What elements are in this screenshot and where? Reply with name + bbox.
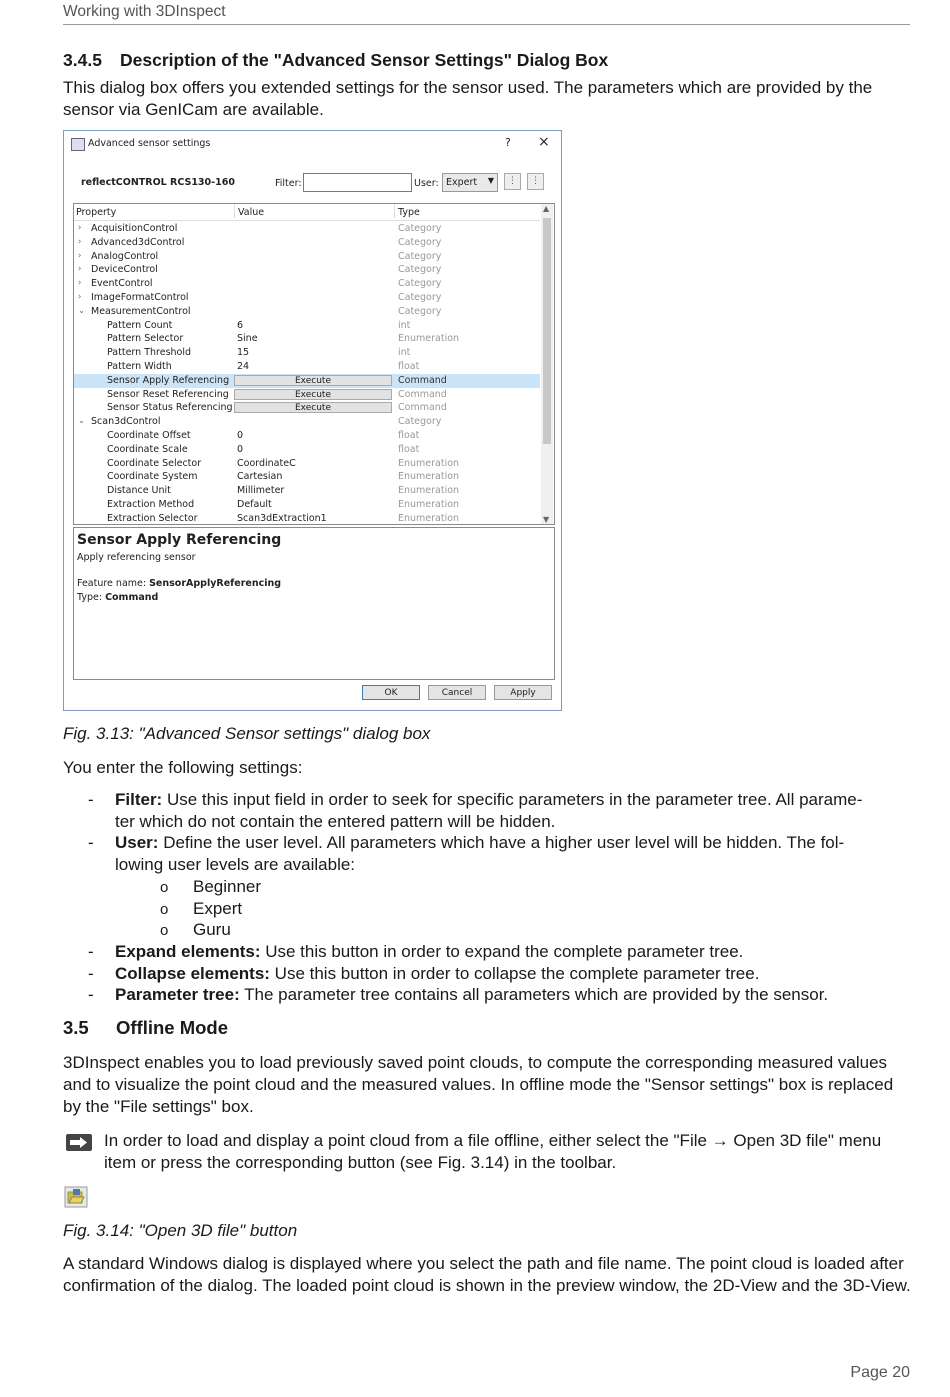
section-title: Description of the "Advanced Sensor Settings" Dialog Box xyxy=(120,50,609,70)
list-item: - Filter: Use this input field in order to seek for specific parameters in the parameter tree. All parame- ter which do not contain the entered pattern will be hidden. xyxy=(88,790,863,831)
parameter-row[interactable] xyxy=(74,401,540,415)
parameter-row[interactable] xyxy=(74,236,540,250)
parameter-row[interactable] xyxy=(74,374,540,388)
parameter-row[interactable] xyxy=(74,360,540,374)
parameter-name: Sensor Apply Referencing xyxy=(107,374,230,386)
parameter-row[interactable] xyxy=(74,277,540,291)
parameter-type: Enumeration xyxy=(398,471,460,483)
parameter-name: Pattern Selector xyxy=(107,333,184,345)
execute-button[interactable]: Execute xyxy=(234,375,392,386)
parameter-name: EventControl xyxy=(91,278,153,290)
parameter-type: Command xyxy=(398,374,447,386)
parameter-name: Pattern Count xyxy=(107,319,173,331)
parameter-row[interactable] xyxy=(74,443,540,457)
parameter-name: AnalogControl xyxy=(91,250,159,262)
parameter-value: 15 xyxy=(237,347,250,359)
list-text: ter which do not contain the entered pattern will be hidden. xyxy=(115,811,556,831)
parameter-type: Category xyxy=(398,291,442,303)
list-term: User: xyxy=(115,833,159,853)
settings-list xyxy=(88,789,918,1006)
scrollbar-thumb[interactable] xyxy=(543,218,551,444)
type-label: Type: xyxy=(77,592,103,603)
chevron-right-icon[interactable]: › xyxy=(78,250,82,261)
parameter-name: Coordinate Selector xyxy=(107,457,202,469)
dialog-app-icon xyxy=(71,138,85,151)
parameter-type: Enumeration xyxy=(398,498,460,510)
parameter-name: DeviceControl xyxy=(91,264,158,276)
filter-label: Filter: xyxy=(275,178,302,189)
parameter-name: Pattern Threshold xyxy=(107,347,192,359)
parameter-name: Extraction Selector xyxy=(107,512,198,524)
figure-caption-3-13 xyxy=(63,724,430,744)
description-title: Sensor Apply Referencing xyxy=(77,532,282,548)
close-icon[interactable]: × xyxy=(538,134,550,150)
advanced-sensor-settings-dialog xyxy=(63,130,562,711)
parameter-row[interactable] xyxy=(74,305,540,319)
section-number: 3.5 xyxy=(63,1017,89,1038)
parameter-name: Extraction Method xyxy=(107,498,195,510)
parameter-tree[interactable] xyxy=(73,203,555,525)
figure-label: Fig. 3.13: xyxy=(63,724,134,743)
parameter-type: float xyxy=(398,429,420,441)
feature-label: Feature name: xyxy=(77,578,147,589)
parameter-value: 24 xyxy=(237,360,250,372)
user-level-select[interactable] xyxy=(442,173,498,192)
parameter-row[interactable] xyxy=(74,415,540,429)
page-number: Page 20 xyxy=(850,1364,910,1381)
execute-button[interactable]: Execute xyxy=(234,389,392,400)
sub-list-item: o Beginner xyxy=(160,876,262,896)
figure-label: Fig. 3.14: xyxy=(63,1221,134,1240)
parameter-rows xyxy=(74,222,540,525)
parameter-name: Distance Unit xyxy=(107,485,171,497)
chevron-right-icon[interactable]: › xyxy=(78,264,82,275)
list-text: lowing user levels are available: xyxy=(115,855,356,875)
parameter-name: Advanced3dControl xyxy=(91,236,185,248)
parameter-name: Coordinate Offset xyxy=(107,429,191,441)
parameter-value: 6 xyxy=(237,319,244,331)
parameter-type: Category xyxy=(398,250,442,262)
chevron-right-icon[interactable]: › xyxy=(78,223,82,233)
parameter-value: CoordinateC xyxy=(237,457,296,469)
parameter-row[interactable] xyxy=(74,291,540,305)
chevron-down-icon: ▼ xyxy=(487,176,494,185)
chevron-down-icon[interactable]: ⌄ xyxy=(78,305,86,316)
parameter-row[interactable] xyxy=(74,263,540,277)
parameter-description-panel xyxy=(73,527,555,680)
parameter-name: Coordinate System xyxy=(107,471,198,483)
list-text: Use this input field in order to seek for specific parameters in the parameter tree. All parame- xyxy=(162,790,863,809)
section-title: Offline Mode xyxy=(116,1017,229,1038)
list-text: Use this button in order to expand the complete parameter tree. xyxy=(260,941,744,961)
vertical-scrollbar[interactable] xyxy=(541,204,553,524)
user-level: Guru xyxy=(193,920,231,940)
parameter-name: Sensor Status Referencing xyxy=(107,402,233,414)
apply-button[interactable]: Apply xyxy=(494,685,552,700)
parameter-name: ImageFormatControl xyxy=(91,291,189,303)
parameter-type: int xyxy=(398,319,411,331)
parameter-row[interactable] xyxy=(74,319,540,333)
parameter-type: Enumeration xyxy=(398,457,460,469)
parameter-row[interactable] xyxy=(74,457,540,471)
parameter-type: Enumeration xyxy=(398,333,460,345)
chevron-down-icon[interactable]: ⌄ xyxy=(78,416,86,427)
list-text: Use this button in order to collapse the complete parameter tree. xyxy=(269,963,760,983)
sub-list-item: o Guru xyxy=(160,920,231,940)
parameter-value: 0 xyxy=(237,429,244,441)
parameter-type: Command xyxy=(398,402,447,414)
section-heading-3-5 xyxy=(63,1017,228,1039)
list-term: Parameter tree: xyxy=(115,985,240,1005)
parameter-value: Sine xyxy=(237,333,258,345)
list-term: Collapse elements: xyxy=(115,963,270,983)
column-header-value[interactable]: Value xyxy=(234,204,264,218)
figure-caption-3-14 xyxy=(63,1221,297,1241)
parameter-type: Enumeration xyxy=(398,485,460,497)
ok-button[interactable]: OK xyxy=(362,685,420,700)
section-intro: This dialog box offers you extended settings for the sensor used. The parameters which are provided by the sensor via GenICam are available. xyxy=(63,78,873,119)
section-heading-3-4-5 xyxy=(63,50,608,71)
list-term: Filter: xyxy=(115,790,163,809)
windows-dialog-paragraph: A standard Windows dialog is displayed where you select the path and file name. The point cloud is loaded after confirmation of the dialog. The loaded point cloud is shown in the preview window, the 2D-View and the 3D-View. xyxy=(63,1254,911,1295)
dialog-title: Advanced sensor settings xyxy=(88,138,211,149)
description-feature xyxy=(77,578,281,589)
parameter-row[interactable] xyxy=(74,484,540,498)
parameter-row[interactable] xyxy=(74,346,540,360)
parameter-row[interactable] xyxy=(74,332,540,346)
description-type xyxy=(77,592,158,603)
parameter-value: Default xyxy=(237,498,272,510)
list-item: - User: Define the user level. All parameters which have a higher user level will be hidden. The fol- lowing user levels are available: xyxy=(88,833,845,875)
chevron-right-icon[interactable]: › xyxy=(78,291,82,302)
parameter-value: Millimeter xyxy=(237,485,285,497)
parameter-value: Scan3dExtraction1 xyxy=(237,512,327,524)
dialog-titlebar xyxy=(64,131,561,158)
type-value: Command xyxy=(105,592,159,603)
column-header-property[interactable]: Property xyxy=(76,207,117,218)
parameter-tree-header xyxy=(74,204,540,221)
parameter-type: Category xyxy=(398,278,442,290)
parameter-name: Scan3dControl xyxy=(91,416,161,428)
chevron-right-icon[interactable]: › xyxy=(78,278,82,289)
open-3d-file-icon xyxy=(64,1186,88,1208)
parameter-type: float xyxy=(398,360,420,372)
list-text: The parameter tree contains all parameters which are provided by the sensor. xyxy=(239,985,829,1005)
parameter-row[interactable] xyxy=(74,250,540,264)
parameter-row[interactable] xyxy=(74,222,540,236)
offline-intro: 3DInspect enables you to load previously saved point clouds, to compute the corresponding measured values and to visualize the point cloud and the measured values. In offline mode the "Sensor settings" box is replaced by the "File settings" box. xyxy=(63,1053,894,1116)
parameter-type: Enumeration xyxy=(398,512,460,524)
user-label: User: xyxy=(414,178,439,189)
section-number: 3.4.5 xyxy=(63,50,102,70)
parameter-row[interactable] xyxy=(74,498,540,512)
feature-value: SensorApplyReferencing xyxy=(149,578,282,589)
running-header: Working with 3DInspect xyxy=(63,3,226,20)
list-text: Define the user level. All parameters which have a higher user level will be hidden. The fol- xyxy=(158,833,845,853)
instruction-note: In order to load and display a point cloud from a file offline, either select the "File → Open 3D file" menu item or press the corresponding button (see Fig. 3.14) in the toolbar. xyxy=(104,1131,882,1172)
list-term: Expand elements: xyxy=(115,941,261,961)
parameter-value: Cartesian xyxy=(237,471,283,483)
parameter-row[interactable] xyxy=(74,429,540,443)
parameter-type: Category xyxy=(398,305,442,317)
parameter-type: Category xyxy=(398,236,442,248)
description-subtitle: Apply referencing sensor xyxy=(77,552,196,563)
parameter-value: 0 xyxy=(237,443,244,455)
user-level-value: Expert xyxy=(446,177,478,188)
execute-button[interactable]: Execute xyxy=(234,402,392,413)
header-rule xyxy=(63,24,910,25)
parameter-name: MeasurementControl xyxy=(91,305,191,317)
parameter-row[interactable] xyxy=(74,388,540,402)
figure-text: "Open 3D file" button xyxy=(138,1221,298,1240)
collapse-elements-button[interactable]: ⋮ xyxy=(527,173,544,190)
list-item: - Collapse elements: Use this button in order to collapse the complete parameter tree. xyxy=(88,963,760,983)
parameter-type: Command xyxy=(398,388,447,400)
arrow-right-icon xyxy=(66,1134,92,1151)
scroll-down-icon[interactable]: ▼ xyxy=(543,515,550,524)
chevron-right-icon[interactable]: › xyxy=(78,236,82,247)
figure-text: "Advanced Sensor settings" dialog box xyxy=(138,724,431,743)
parameter-name: Sensor Reset Referencing xyxy=(107,388,229,400)
sub-list-item: o Expert xyxy=(160,898,243,918)
expand-elements-button[interactable]: ⋮ xyxy=(504,173,521,190)
list-item: - Expand elements: Use this button in order to expand the complete parameter tree. xyxy=(88,941,744,961)
help-icon[interactable]: ? xyxy=(505,136,511,149)
parameter-type: float xyxy=(398,443,420,455)
parameter-type: Category xyxy=(398,223,442,234)
parameter-type: Category xyxy=(398,264,442,276)
parameter-type: int xyxy=(398,347,411,359)
scroll-up-icon[interactable]: ▲ xyxy=(543,204,550,213)
parameter-name: AcquisitionControl xyxy=(91,223,178,234)
list-item: - Parameter tree: The parameter tree contains all parameters which are provided by the sensor. xyxy=(88,985,829,1005)
parameter-type: Category xyxy=(398,416,442,428)
sensor-name: reflectCONTROL RCS130-160 xyxy=(81,177,235,188)
cancel-button[interactable]: Cancel xyxy=(428,685,486,700)
parameter-name: Coordinate Scale xyxy=(107,443,188,455)
user-level: Beginner xyxy=(193,876,262,896)
column-header-type[interactable]: Type xyxy=(394,204,420,218)
user-level: Expert xyxy=(193,898,243,918)
parameter-name: Pattern Width xyxy=(107,360,172,372)
settings-intro: You enter the following settings: xyxy=(63,758,303,777)
filter-input[interactable] xyxy=(303,173,412,192)
parameter-row[interactable] xyxy=(74,470,540,484)
parameter-row[interactable] xyxy=(74,512,540,525)
